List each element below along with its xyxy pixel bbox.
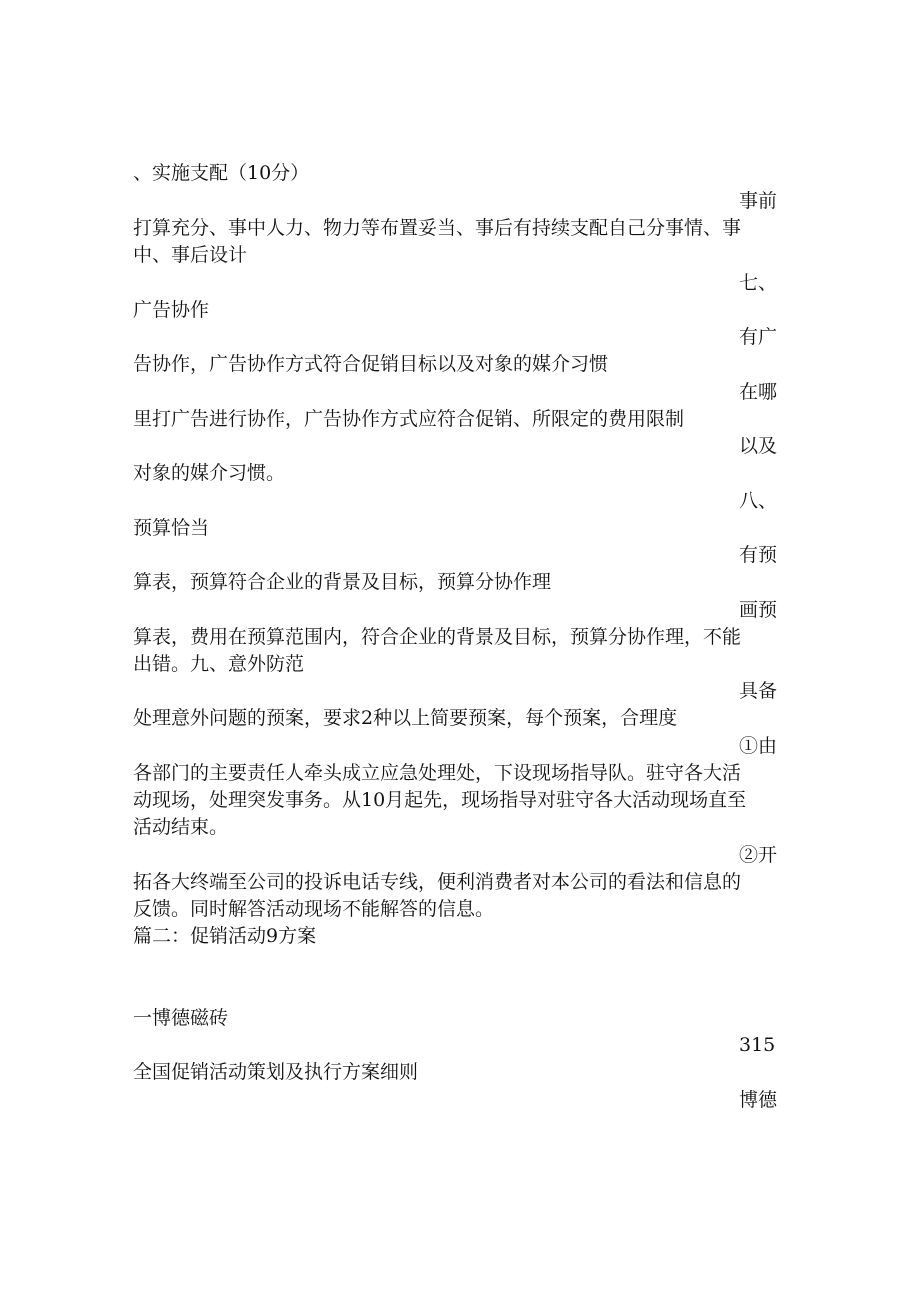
text-line: 具备 — [739, 680, 778, 702]
text-line: 在哪 — [739, 381, 778, 403]
text-line: 活动结束。 — [133, 816, 229, 838]
section-heading-ad-cooperation: 广告协作 — [133, 299, 210, 321]
chapter-heading: 篇二：促销活动9方案 — [133, 925, 317, 947]
text-line: 事前 — [739, 190, 778, 212]
text-line: 处理意外问题的预案，要求2种以上简要预案，每个预案，合理度 — [133, 707, 678, 729]
text-line: 各部门的主要责任人牵头成立应急处理处，下设现场指导队。驻守各大活 — [133, 762, 742, 784]
text-line: 315 — [739, 1034, 776, 1056]
text-line: 打算充分、事中人力、物力等布置妥当、事后有持续支配自己分事情、事 — [133, 217, 742, 239]
subtitle-line: 全国促销活动策划及执行方案细则 — [133, 1061, 419, 1083]
text-line: 里打广告进行协作，广告协作方式应符合促销、所限定的费用限制 — [133, 408, 685, 430]
text-line: 算表，预算符合企业的背景及目标，预算分协作理 — [133, 571, 552, 593]
text-line: 画预 — [739, 599, 778, 621]
subtitle-line: 一博德磁砖 — [133, 1007, 229, 1029]
text-line: 拓各大终端至公司的投诉电话专线，便利消费者对本公司的看法和信息的 — [133, 871, 742, 893]
section-heading-budget: 预算恰当 — [133, 517, 210, 539]
text-line: 以及 — [739, 435, 778, 457]
text-line: 告协作，广告协作方式符合促销目标以及对象的媒介习惯 — [133, 353, 609, 375]
text-line: 动现场，处理突发事务。从10月起先，现场指导对驻守各大活动现场直至 — [133, 789, 747, 811]
section-number: 七、 — [739, 272, 778, 294]
text-line: 有广 — [739, 326, 778, 348]
list-marker: ①由 — [739, 735, 778, 757]
section-heading-implementation: 、实施支配（10分） — [133, 162, 310, 184]
text-line: 对象的媒介习惯。 — [133, 462, 286, 484]
text-line: 博德 — [739, 1089, 778, 1111]
section-heading-contingency: 出错。九、意外防范 — [133, 653, 305, 675]
list-marker: ②开 — [739, 844, 778, 866]
section-number: 八、 — [739, 490, 778, 512]
text-line: 有预 — [739, 544, 778, 566]
text-line: 中、事后设计 — [133, 244, 248, 266]
text-line: 算表，费用在预算范围内，符合企业的背景及目标，预算分协作理，不能 — [133, 626, 742, 648]
text-line: 反馈。同时解答活动现场不能解答的信息。 — [133, 898, 495, 920]
